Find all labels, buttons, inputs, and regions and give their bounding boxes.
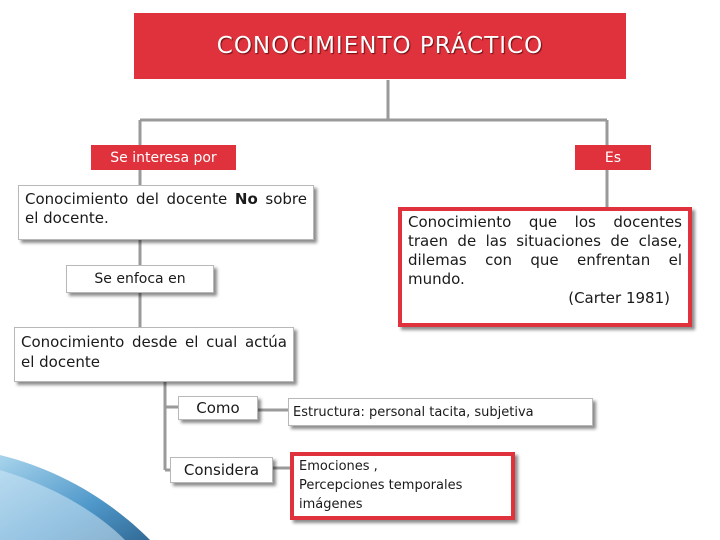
docente-text-bold: No	[234, 190, 258, 208]
imagenes-line: imágenes	[299, 497, 363, 512]
emociones-line: Emociones ,	[299, 459, 378, 474]
carter-citation: (Carter 1981)	[568, 289, 670, 307]
docente-text-start: Conocimiento del docente	[25, 190, 235, 208]
title-box	[134, 13, 626, 79]
considera-box: Considera	[170, 457, 273, 483]
conocimiento-docente-box	[18, 185, 314, 240]
es-label: Es	[575, 145, 651, 170]
conocimiento-carter-box	[398, 207, 692, 327]
estructura-box: Estructura: personal tacita, subjetiva	[288, 398, 593, 426]
se-enfoca-en-box: Se enfoca en	[66, 265, 214, 293]
percepciones-line: Percepciones temporales	[299, 478, 463, 493]
carter-text: Conocimiento que los docentes traen de las situaciones de clase, dilemas con que enfrentan el mundo.	[408, 213, 682, 288]
se-interesa-por-label: Se interesa por	[91, 145, 236, 170]
como-box: Como	[178, 396, 258, 420]
diagram-title: CONOCIMIENTO PRÁCTICO	[216, 33, 544, 59]
conocimiento-desde-box: Conocimiento desde el cual actúa el docente	[14, 327, 294, 382]
emociones-box	[290, 452, 515, 520]
docente-text-end: sobre el docente.	[25, 190, 307, 227]
